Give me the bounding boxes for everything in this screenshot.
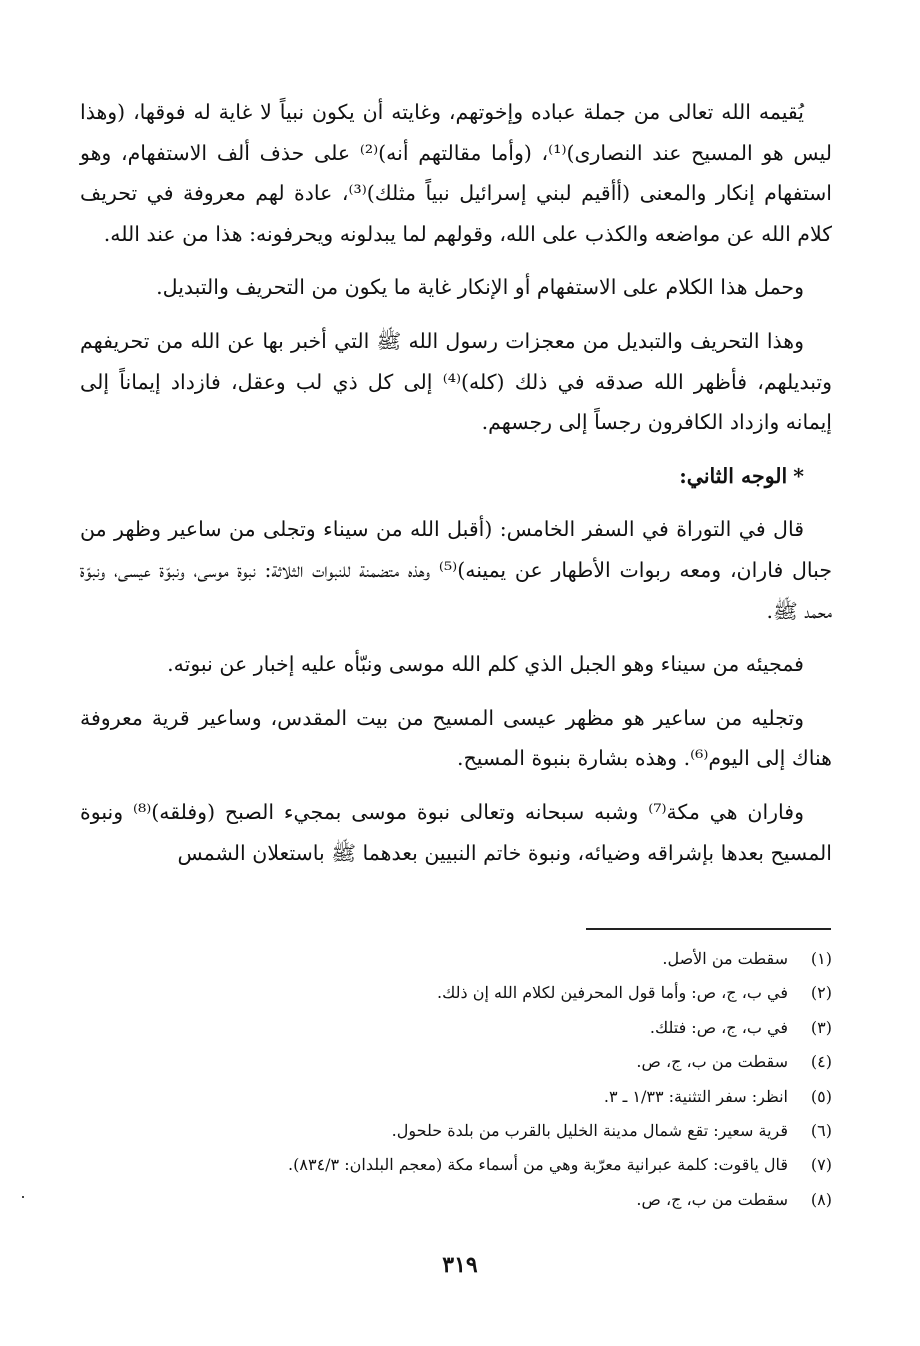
footnote-item (80, 1114, 832, 1148)
footnote-text: قرية سعير: تقع شمال مدينة الخليل بالقرب من بلدة حلحول. (391, 1121, 788, 1141)
footnote-text: انظر: سفر التثنية: ١/٣٣ ـ ٣. (603, 1086, 788, 1106)
footnote-divider (586, 928, 831, 930)
footnote-text: سقطت من ب، ج، ص. (636, 1189, 788, 1209)
footnote-item (80, 1148, 832, 1182)
paragraph: قال في التوراة في السفر الخامس: (أقبل الله من سيناء وتجلى من ساعير وظهر من جبال فاران، ومعه ربوات الأطهار عن يمينه)⁽⁵⁾ وهذه متضمنة للنبوات الثلاثة: نبوة موسى، ونبوّة عيسى، ونبوّة محمد ﷺ. (80, 517, 832, 623)
footnote-number: (٦) (810, 1121, 832, 1141)
paragraph: فمجيئه من سيناء وهو الجبل الذي كلم الله موسى ونبّأه عليه إخبار عن نبوته. (167, 652, 804, 677)
footnote-item (80, 942, 832, 976)
footnote-item (80, 1080, 832, 1114)
footnote-text: قال ياقوت: كلمة عبرانية معرّبة وهي من أسماء مكة (معجم البلدان: ٨٣٤/٣). (288, 1155, 788, 1175)
footnote-text: في ب، ج، ص: وأما قول المحرفين لكلام الله إن ذلك. (437, 983, 788, 1003)
footnote-number: (٤) (810, 1052, 832, 1072)
paragraph: وحمل هذا الكلام على الاستفهام أو الإنكار غاية ما يكون من التحريف والتبديل. (156, 275, 804, 300)
footnote-number: (٥) (810, 1086, 832, 1106)
asterisk-icon: * (793, 463, 804, 488)
paragraph: يُقيمه الله تعالى من جملة عباده وإخوتهم، وغايته أن يكون نبياً لا غاية له فوقها، (وهذا ليس هو المسيح عند النصارى)⁽¹⁾، (وأما مقالتهم أنه)⁽²⁾ على حذف ألف الاستفهام، وهو استفهام إنكار والمعنى (أأقيم لبني إسرائيل نبياً مثلك)⁽³⁾، عادة لهم معروفة في تحريف كلام الله عن مواضعه والكذب على الله، وقولهم لما يبدلونه ويحرفونه: هذا من عند الله. (80, 100, 833, 246)
footnote-text: سقطت من ب، ج، ص. (636, 1052, 788, 1072)
footnote-item (80, 1011, 832, 1045)
footnote-item (80, 1045, 832, 1079)
section-heading-text: الوجه الثاني: (679, 463, 788, 488)
footnote-number: (٣) (810, 1017, 832, 1037)
footnote-item (80, 976, 832, 1010)
page-number: ٣١٩ (442, 1252, 478, 1278)
footnote-number: (٧) (810, 1155, 832, 1175)
footnote-number: (٨) (810, 1189, 832, 1209)
footnote-text: في ب، ج، ص: فتلك. (649, 1017, 788, 1037)
paragraph: وتجليه من ساعير هو مظهر عيسى المسيح من بيت المقدس، وساعير قرية معروفة هناك إلى اليوم⁽⁶⁾. وهذه بشارة بنبوة المسيح. (80, 705, 832, 771)
paragraph: وهذا التحريف والتبديل من معجزات رسول الله ﷺ التي أخبر بها عن الله من تحريفهم وتبديلهم، فأظهر الله صدقه في ذلك (كله)⁽⁴⁾ إلى كل ذي لب وعقل، فازداد إيماناً إلى إيمانه وازداد الكافرون رجساً إلى رجسهم. (80, 328, 832, 435)
section-heading (80, 456, 832, 497)
footnote-text: سقطت من الأصل. (662, 949, 788, 968)
footnotes-list (80, 942, 832, 1217)
footnote-number: (٢) (810, 983, 832, 1003)
footnote-item (80, 1183, 832, 1217)
main-text (80, 92, 832, 886)
footnote-number: (١) (810, 949, 832, 968)
paragraph: وفاران هي مكة⁽⁷⁾ وشبه سبحانه وتعالى نبوة موسى بمجيء الصبح (وفلقه)⁽⁸⁾ ونبوة المسيح بعدها بإشراقه وضيائه، ونبوة خاتم النبيين بعدهما ﷺ باستعلان الشمس (80, 799, 832, 865)
margin-mark (22, 1196, 24, 1198)
